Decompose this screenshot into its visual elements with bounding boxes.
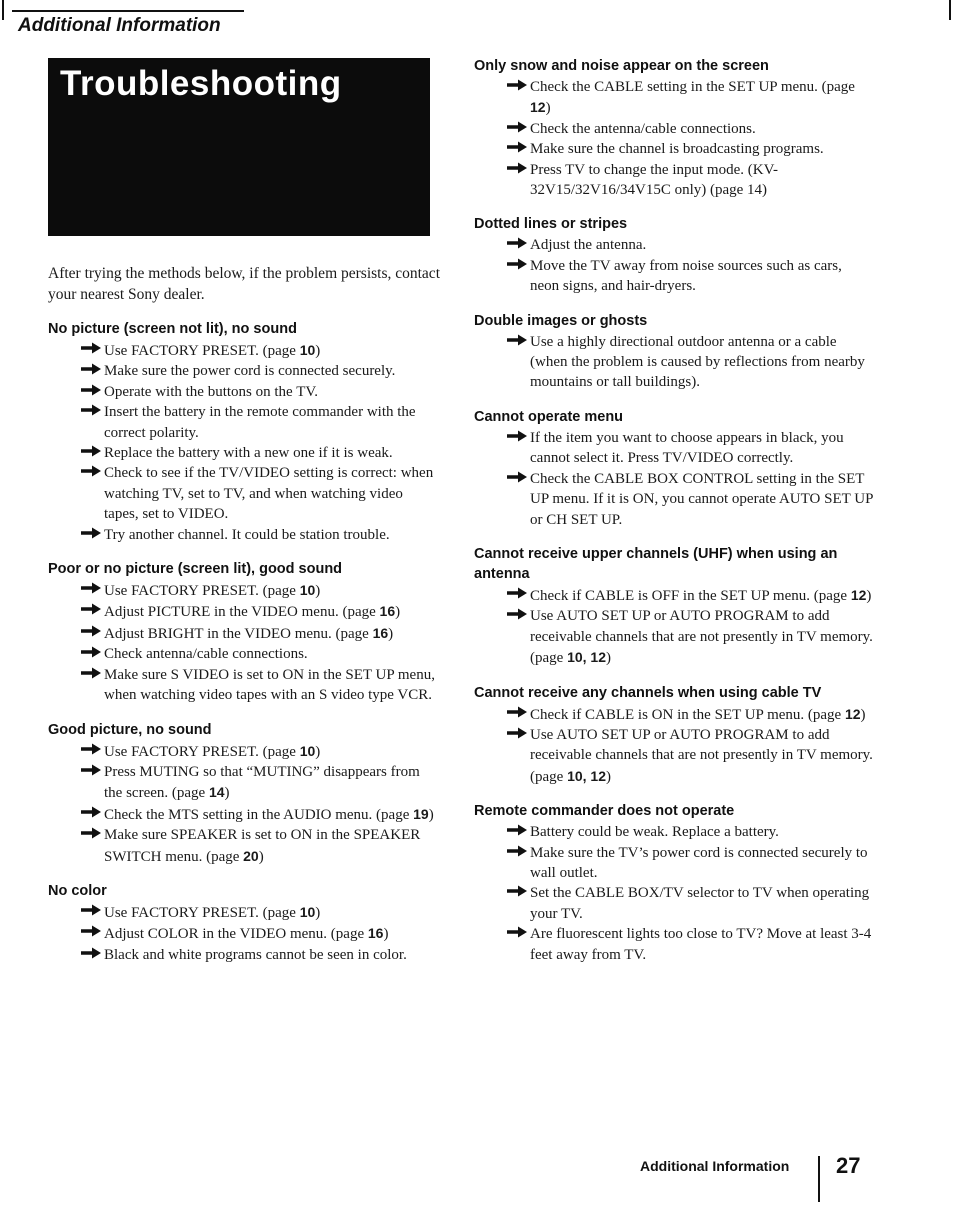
- right-arrow-icon: [506, 726, 528, 740]
- remedy-item: [104, 945, 440, 965]
- troubleshooting-section: [48, 319, 440, 545]
- section-heading: Cannot receive any channels when using cable TV: [474, 684, 822, 701]
- remedy-text: Make sure the TV’s power cord is connected securely to wall outlet.: [530, 844, 868, 881]
- remedy-item: [104, 402, 440, 443]
- right-arrow-icon: [80, 581, 102, 595]
- remedy-item: [104, 644, 440, 664]
- troubleshooting-section: [474, 544, 874, 669]
- remedy-list: [474, 77, 874, 200]
- remedy-text: Adjust COLOR in the VIDEO menu. (page: [104, 926, 368, 943]
- remedy-text: Use FACTORY PRESET. (page: [104, 904, 300, 921]
- remedy-text: Make sure the channel is broadcasting programs.: [530, 141, 824, 158]
- page-reference: 16: [379, 603, 396, 620]
- section-heading: Good picture, no sound: [48, 721, 212, 738]
- page-reference: 10: [299, 742, 316, 759]
- remedy-item: [104, 340, 440, 361]
- remedy-item: [104, 804, 440, 825]
- troubleshooting-section: [474, 311, 874, 393]
- page-reference: 12: [530, 99, 546, 116]
- right-arrow-icon: [506, 333, 528, 347]
- remedy-text: Press TV to change the input mode. (KV-32V15/32V16/34V15C only) (page 14): [530, 161, 779, 199]
- remedy-text-end: ): [606, 768, 611, 785]
- remedy-item: [104, 623, 440, 644]
- remedy-text: Make sure S VIDEO is set to ON in the SET UP menu, when watching video tapes with an S video type VCR.: [104, 666, 435, 704]
- troubleshooting-section: [474, 683, 874, 788]
- remedy-text-end: ): [315, 583, 321, 600]
- right-arrow-icon: [506, 844, 528, 858]
- remedy-item: [530, 428, 874, 469]
- remedy-item: [104, 741, 440, 762]
- remedy-item: [104, 923, 440, 944]
- intro-text: After trying the methods below, if the problem persists, contact your nearest Sony dealer.: [48, 265, 440, 303]
- remedy-text: Check the CABLE BOX CONTROL setting in the SET UP menu. If it is ON, you cannot operate AUTO SET UP or CH SET UP.: [530, 470, 873, 528]
- remedy-text: Make sure SPEAKER is set to ON in the SPEAKER SWITCH menu. (page: [104, 827, 421, 865]
- section-heading: Poor or no picture (screen lit), good sound: [48, 561, 343, 578]
- footer-divider: [818, 1156, 820, 1202]
- right-arrow-icon: [506, 140, 528, 154]
- remedy-text: Use AUTO SET UP or AUTO PROGRAM to add receivable channels that are not presently in TV memory. (page: [530, 608, 873, 667]
- remedy-text: Replace the battery with a new one if it is weak.: [104, 445, 393, 462]
- remedy-text: Operate with the buttons on the TV.: [104, 383, 318, 400]
- remedy-item: [530, 160, 874, 201]
- right-sections: [474, 56, 874, 965]
- right-arrow-icon: [80, 403, 102, 417]
- remedy-item: [104, 601, 440, 622]
- right-arrow-icon: [80, 602, 102, 616]
- right-arrow-icon: [506, 429, 528, 443]
- remedy-text: Check if CABLE is OFF in the SET UP menu. (page: [530, 587, 851, 604]
- right-arrow-icon: [80, 341, 102, 355]
- right-arrow-icon: [80, 903, 102, 917]
- remedy-list: [48, 741, 440, 867]
- page-reference: 12: [844, 705, 861, 722]
- remedy-text-end: ): [388, 625, 394, 642]
- remedy-text: Press MUTING so that “MUTING” disappears from the screen. (page: [104, 763, 420, 802]
- header-rule: [12, 10, 244, 12]
- remedy-list: [48, 340, 440, 545]
- troubleshooting-section: [474, 214, 874, 296]
- left-column: [48, 263, 440, 979]
- remedy-text: Adjust PICTURE in the VIDEO menu. (page: [104, 604, 380, 621]
- page-reference: 10: [299, 903, 316, 920]
- remedy-text: Check antenna/cable connections.: [104, 646, 308, 663]
- remedy-text: If the item you want to choose appears in black, you cannot select it. Press TV/VIDEO correctly.: [530, 429, 844, 467]
- remedy-text: Use FACTORY PRESET. (page: [104, 343, 300, 359]
- remedy-item: [530, 924, 874, 965]
- right-arrow-icon: [80, 946, 102, 960]
- remedy-item: [530, 822, 874, 842]
- right-column: [474, 56, 874, 979]
- remedy-text: Check to see if the TV/VIDEO setting is correct: when watching TV, set to TV, and when watching video tapes, set to VIDEO.: [104, 465, 434, 523]
- remedy-item: [104, 665, 440, 706]
- remedy-text: Black and white programs cannot be seen in color.: [104, 946, 407, 963]
- right-arrow-icon: [80, 763, 102, 777]
- right-arrow-icon: [506, 586, 528, 600]
- remedy-item: [104, 361, 440, 381]
- right-arrow-icon: [80, 526, 102, 540]
- remedy-text: Adjust BRIGHT in the VIDEO menu. (page: [104, 625, 373, 642]
- troubleshooting-section: [48, 559, 440, 705]
- right-arrow-icon: [506, 470, 528, 484]
- remedy-item: [104, 580, 440, 601]
- remedy-item: [530, 883, 874, 924]
- remedy-text: Use a highly directional outdoor antenna or a cable (when the problem is caused by reflections from nearby mountains or tall buildings).: [530, 333, 865, 391]
- troubleshooting-section: [48, 720, 440, 867]
- troubleshooting-section: [474, 56, 874, 200]
- remedy-item: [530, 843, 874, 884]
- remedy-text: Use FACTORY PRESET. (page: [104, 743, 300, 760]
- page-reference: 14: [208, 784, 225, 801]
- section-heading: Cannot receive upper channels (UHF) when using an antenna: [474, 545, 838, 582]
- right-arrow-icon: [80, 444, 102, 458]
- remedy-text-end: ): [258, 848, 264, 865]
- section-heading: Dotted lines or stripes: [474, 216, 628, 233]
- right-arrow-icon: [80, 805, 102, 819]
- section-heading: Only snow and noise appear on the screen: [474, 58, 769, 74]
- section-heading: No picture (screen not lit), no sound: [48, 321, 297, 337]
- remedy-item: [530, 606, 874, 668]
- remedy-text: Check if CABLE is ON in the SET UP menu. (page: [530, 706, 845, 723]
- remedy-list: [474, 822, 874, 965]
- remedy-item: [530, 235, 874, 255]
- right-arrow-icon: [80, 742, 102, 756]
- remedy-list: [474, 704, 874, 788]
- right-arrow-icon: [80, 826, 102, 840]
- page-reference: 12: [850, 586, 867, 603]
- remedy-text-end: ): [224, 785, 230, 802]
- remedy-text: Set the CABLE BOX/TV selector to TV when operating your TV.: [530, 885, 870, 922]
- title-banner: [48, 58, 430, 236]
- right-arrow-icon: [506, 884, 528, 898]
- right-arrow-icon: [80, 645, 102, 659]
- remedy-text-end: ): [383, 926, 389, 943]
- page-reference: 10: [299, 342, 316, 358]
- right-arrow-icon: [80, 383, 102, 397]
- remedy-text-end: ): [428, 806, 434, 823]
- troubleshooting-section: [474, 801, 874, 965]
- remedy-item: [104, 443, 440, 463]
- remedy-item: [104, 463, 440, 524]
- page-reference: 20: [243, 847, 259, 864]
- right-arrow-icon: [506, 120, 528, 134]
- right-arrow-icon: [80, 624, 102, 638]
- remedy-item: [530, 77, 874, 119]
- remedy-item: [530, 119, 874, 139]
- remedy-text: Check the CABLE setting in the SET UP menu. (page: [530, 79, 855, 95]
- remedy-text: Battery could be weak. Replace a battery.: [530, 824, 779, 841]
- right-arrow-icon: [506, 78, 528, 92]
- section-heading: Remote commander does not operate: [474, 803, 735, 820]
- remedy-item: [104, 525, 440, 545]
- right-arrow-icon: [80, 924, 102, 938]
- remedy-text: Check the MTS setting in the AUDIO menu. (page: [104, 806, 414, 823]
- remedy-text: Try another channel. It could be station trouble.: [104, 526, 390, 543]
- remedy-item: [530, 725, 874, 787]
- footer-label: Additional Information: [640, 1158, 790, 1174]
- section-heading: Double images or ghosts: [474, 312, 648, 329]
- page-reference: 10: [299, 582, 316, 599]
- page-reference: 16: [372, 624, 389, 641]
- remedy-list: [474, 332, 874, 393]
- remedy-text-end: ): [606, 650, 611, 667]
- page-reference: 16: [367, 925, 384, 942]
- remedy-item: [530, 585, 874, 606]
- right-arrow-icon: [506, 925, 528, 939]
- remedy-text: Insert the battery in the remote commander with the correct polarity.: [104, 404, 416, 441]
- remedy-text-end: ): [315, 743, 321, 760]
- remedy-item: [104, 902, 440, 923]
- remedy-text-end: ): [315, 343, 321, 359]
- right-arrow-icon: [506, 607, 528, 621]
- remedy-item: [530, 469, 874, 530]
- remedy-list: [48, 580, 440, 705]
- section-heading: Cannot operate menu: [474, 408, 624, 425]
- remedy-text-end: ): [315, 904, 321, 921]
- remedy-item: [530, 256, 874, 297]
- remedy-list: [474, 585, 874, 669]
- page-reference: 10, 12: [567, 649, 606, 666]
- section-header: Additional Information: [18, 15, 221, 36]
- remedy-item: [104, 762, 440, 804]
- right-arrow-icon: [506, 257, 528, 271]
- remedy-item: [104, 382, 440, 402]
- remedy-list: [48, 902, 440, 965]
- right-arrow-icon: [506, 705, 528, 719]
- crop-mark-right: [949, 0, 951, 20]
- remedy-item: [530, 332, 874, 393]
- remedy-list: [474, 428, 874, 530]
- section-heading: No color: [48, 882, 107, 899]
- right-arrow-icon: [80, 666, 102, 680]
- remedy-text: Use AUTO SET UP or AUTO PROGRAM to add receivable channels that are not presently in TV memory. (page: [530, 726, 873, 785]
- remedy-text: Adjust the antenna.: [530, 237, 647, 254]
- crop-mark-left: [2, 0, 4, 20]
- remedy-text-end: ): [395, 604, 401, 621]
- right-arrow-icon: [80, 464, 102, 478]
- page-reference: 19: [413, 805, 429, 822]
- remedy-text-end: ): [545, 100, 551, 117]
- remedy-item: [530, 704, 874, 725]
- right-arrow-icon: [506, 236, 528, 250]
- page-reference: 10, 12: [567, 767, 606, 784]
- page-number: 27: [836, 1153, 861, 1178]
- troubleshooting-section: [48, 881, 440, 965]
- page-title: Troubleshooting: [60, 64, 342, 103]
- remedy-text-end: ): [860, 706, 866, 723]
- remedy-item: [530, 139, 874, 159]
- remedy-text: Use FACTORY PRESET. (page: [104, 583, 300, 600]
- remedy-list: [474, 235, 874, 296]
- remedy-text: Check the antenna/cable connections.: [530, 120, 756, 137]
- remedy-text: Move the TV away from noise sources such as cars, neon signs, and hair-dryers.: [530, 257, 842, 295]
- right-arrow-icon: [80, 362, 102, 376]
- remedy-text-end: ): [866, 587, 872, 604]
- troubleshooting-section: [474, 407, 874, 530]
- right-arrow-icon: [506, 823, 528, 837]
- remedy-text: Make sure the power cord is connected securely.: [104, 363, 396, 380]
- left-sections: [48, 319, 440, 965]
- remedy-item: [104, 825, 440, 867]
- right-arrow-icon: [506, 161, 528, 175]
- remedy-text: Are fluorescent lights too close to TV? Move at least 3-4 feet away from TV.: [530, 926, 872, 963]
